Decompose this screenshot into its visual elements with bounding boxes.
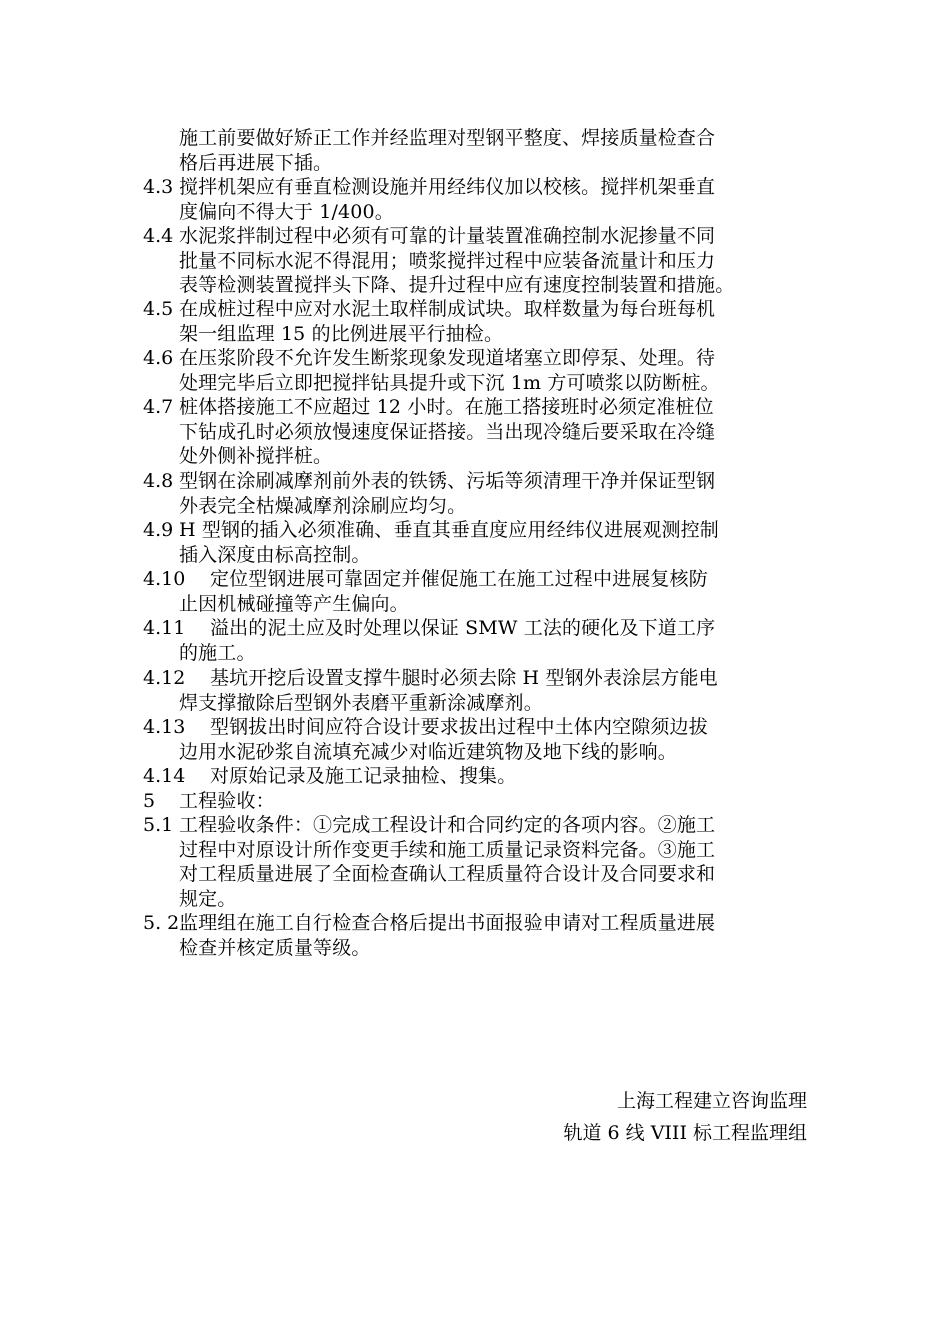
text-line: 格后再进展下插。	[179, 151, 333, 174]
text-line: 的施工。	[179, 641, 256, 664]
text-line: 对工程质量进展了全面检查确认工程质量符合设计及合同要求和	[179, 863, 716, 885]
item-number: 4.9	[143, 519, 174, 541]
text-line: 处理完毕后立即把搅拌钻具提升或下沉 1m 方可喷浆以防断桩。	[179, 371, 720, 394]
text-line: 在成桩过程中应对水泥土取样制成试块。取样数量为每台班每机	[179, 298, 716, 320]
item-number: 5. 2	[143, 912, 180, 934]
text-line: 边用水泥砂浆自流填充减少对临近建筑物及地下线的影响。	[179, 740, 677, 763]
text-line: 在压浆阶段不允许发生断浆现象发现道堵塞立即停泵、处理。待	[179, 347, 716, 369]
text-line: 施工前要做好矫正工作并经监理对型钢平整度、焊接质量检查合	[179, 127, 716, 149]
text-line: 批量不同标水泥不得混用；喷浆搅拌过程中应装备流量计和压力	[179, 249, 716, 272]
text-line: 检查并核定质量等级。	[179, 936, 371, 959]
item-number: 4.6	[143, 347, 174, 369]
signature-organization: 上海工程建立咨询监理	[616, 1090, 807, 1112]
item-number: 4.13	[143, 716, 186, 738]
item-number: 4.12	[143, 667, 186, 689]
text-line: 插入深度由标高控制。	[179, 543, 371, 566]
signature-group: 轨道 6 线 VIII 标工程监理组	[563, 1122, 807, 1144]
text-line: 外表完全枯燥减摩剂涂刷应均匀。	[179, 494, 467, 517]
item-number: 4.10	[143, 568, 186, 590]
text-line: 焊支撑撤除后型钢外表磨平重新涂减摩剂。	[179, 691, 543, 714]
text-line: 处外侧补搅拌桩。	[179, 445, 333, 467]
text-line: 工程验收条件：①完成工程设计和合同约定的各项内容。②施工	[179, 814, 716, 836]
item-number: 4.14	[143, 765, 186, 787]
item-number: 4.3	[143, 176, 174, 198]
text-line: 表等检测装置搅拌头下降、提升过程中应有速度控制装置和措施。	[179, 274, 735, 296]
item-number: 4.11	[143, 617, 186, 639]
text-line: 桩体搭接施工不应超过 12 小时。在施工搭接班时必须定准桩位	[179, 396, 714, 418]
text-line: H 型钢的插入必须准确、垂直其垂直度应用经纬仪进展观测控制	[179, 519, 719, 541]
text-line: 水泥浆拌制过程中必须有可靠的计量装置准确控制水泥掺量不同	[179, 225, 716, 247]
text-line: 规定。	[179, 887, 237, 910]
text-line: 度偏向不得大于 1/400。	[179, 200, 394, 223]
item-number: 4.5	[143, 298, 174, 320]
text-line: 对原始记录及施工记录抽检、搜集。	[179, 765, 517, 787]
text-line: 监理组在施工自行检查合格后提出书面报验申请对工程质量进展	[179, 912, 716, 934]
text-line: 型钢在涂刷减摩剂前外表的铁锈、污垢等须清理干净并保证型钢	[179, 470, 716, 492]
text-line: 架一组监理 15 的比例进展平行抽检。	[179, 322, 504, 345]
text-line: 溢出的泥土应及时处理以保证 SMW 工法的硬化及下道工序	[179, 617, 716, 639]
item-number: 4.7	[143, 396, 174, 418]
item-number: 5	[143, 790, 156, 812]
item-number: 4.8	[143, 470, 174, 492]
item-number: 4.4	[143, 225, 174, 247]
text-line: 过程中对原设计所作变更手续和施工质量记录资料完备。③施工	[179, 838, 716, 861]
section-title: 工程验收：	[179, 790, 275, 812]
text-line: 基坑开挖后设置支撑牛腿时必须去除 H 型钢外表涂层方能电	[179, 667, 718, 689]
item-number: 5.1	[143, 814, 174, 836]
text-line: 下钻成孔时必须放慢速度保证搭接。当出现冷缝后要采取在冷缝	[179, 420, 716, 443]
text-line: 定位型钢进展可靠固定并催促施工在施工过程中进展复核防	[179, 568, 708, 590]
text-line: 型钢拔出时间应符合设计要求拔出过程中土体内空隙须边拔	[179, 716, 708, 738]
text-line: 搅拌机架应有垂直检测设施并用经纬仪加以校核。搅拌机架垂直	[179, 176, 716, 198]
text-line: 止因机械碰撞等产生偏向。	[179, 592, 409, 615]
